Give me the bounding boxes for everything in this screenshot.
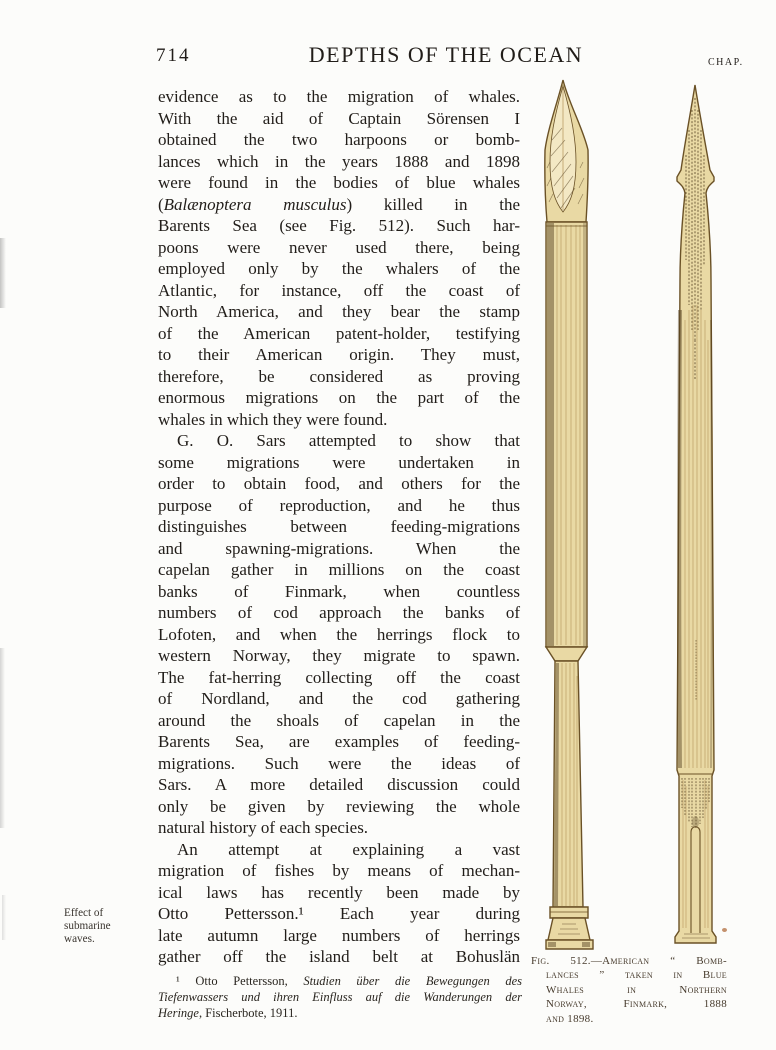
text-line: lances which in the years 1888 and 1898: [158, 151, 520, 171]
text-line: some migrations were undertaken in: [158, 452, 520, 472]
text-line: (Balænoptera musculus) killed in the: [158, 194, 521, 214]
text-line: numbers of cod approach the banks of: [158, 603, 520, 622]
bomb-lance-left-upper-shaft: [546, 222, 587, 647]
text-line: employed only by the whalers of the: [158, 259, 520, 278]
text-line: Fig. 512.—American “ Bomb-: [531, 955, 727, 967]
text-line: to their American origin. They must,: [158, 345, 520, 364]
text-line: of Nordland, and the cod gathering: [158, 689, 520, 708]
text-line: around the shoals of capelan in the: [158, 710, 520, 730]
text-line: gather off the island belt at Bohuslän: [158, 947, 520, 966]
text-line: Barents Sea, are examples of feeding-: [158, 732, 520, 751]
body-text-column: [158, 86, 520, 968]
scan-smudge: [0, 648, 5, 828]
scan-smudge: [2, 895, 6, 940]
bomb-lance-right-illustration: [672, 80, 720, 948]
text-line: and spawning-migrations. When the: [158, 538, 520, 558]
text-line: An attempt at explaining a vast: [177, 839, 520, 859]
text-line: Sars. A more detailed discussion could: [158, 775, 520, 794]
text-line: purpose of reproduction, and he thus: [158, 495, 520, 515]
text-line: were found in the bodies of blue whales: [158, 173, 520, 192]
paragraph-whale-harpoons: [158, 86, 520, 430]
text-line: With the aid of Captain Sörensen I: [158, 108, 520, 128]
text-line: natural history of each species.: [158, 818, 369, 837]
text-line: banks of Finmark, when countless: [158, 581, 520, 601]
text-line: Norway, Finmark, 1888: [546, 998, 727, 1011]
text-line: Heringe, Fischerbote, 1911.: [158, 1006, 298, 1020]
scan-speck: [722, 928, 727, 932]
text-line: ¹ Otto Pettersson, Studien über die Bewegungen des: [176, 974, 522, 988]
text-line: Whales in Northern: [546, 983, 727, 996]
bomb-lance-left-illustration: [542, 76, 598, 952]
text-line: late autumn large numbers of herrings: [158, 925, 520, 945]
bomb-lance-left-base: [546, 907, 593, 949]
footnote: [158, 973, 522, 1021]
text-line: migrations. Such were the ideas of: [158, 753, 520, 773]
chapter-label: CHAP.: [708, 57, 744, 68]
bomb-lance-left-blade: [545, 80, 588, 222]
text-line: Atlantic, for instance, off the coast of: [158, 280, 520, 300]
text-line: and 1898.: [546, 1012, 594, 1025]
text-line: capelan gather in millions on the coast: [158, 560, 520, 579]
text-line: western Norway, they migrate to spawn.: [158, 646, 520, 665]
text-line: North America, and they bear the stamp: [158, 302, 520, 321]
text-line: lances ” taken in Blue: [546, 969, 727, 982]
text-line: evidence as to the migration of whales.: [158, 87, 520, 106]
text-line: Lofoten, and when the herrings flock to: [158, 624, 520, 644]
text-line: Barents Sea (see Fig. 512). Such har-: [158, 216, 520, 235]
text-line: Tiefenwassers und ihren Einfluss auf die Wanderungen der: [158, 990, 522, 1004]
text-line: order to obtain food, and others for the: [158, 474, 520, 493]
margin-note: [64, 907, 156, 946]
text-line: therefore, be considered as proving: [158, 366, 520, 386]
bomb-lance-left-lower-shaft: [546, 647, 587, 907]
text-line: waves.: [64, 933, 95, 945]
text-line: The fat-herring collecting off the coast: [158, 667, 520, 687]
text-line: obtained the two harpoons or bomb-: [158, 130, 520, 149]
running-title: DEPTHS OF THE OCEAN: [308, 42, 584, 67]
text-line: submarine: [64, 920, 111, 932]
page-number: 714: [156, 45, 191, 66]
text-line: distinguishes between feeding-migrations: [158, 517, 520, 536]
text-line: poons were never used there, being: [158, 237, 520, 257]
scan-smudge: [0, 238, 6, 308]
text-line: migration of fishes by means of mechan-: [158, 861, 520, 880]
paragraph-pettersson: [158, 839, 520, 968]
figure-caption: [531, 954, 727, 1026]
text-line: Effect of: [64, 907, 104, 919]
text-line: whales in which they were found.: [158, 409, 388, 429]
paragraph-sars-migrations: [158, 430, 520, 839]
text-line: G. O. Sars attempted to show that: [177, 431, 520, 450]
text-line: of the American patent-holder, testifying: [158, 323, 520, 343]
text-line: enormous migrations on the part of the: [158, 388, 520, 407]
text-line: ical laws has recently been made by: [158, 882, 520, 902]
text-line: Otto Pettersson.¹ Each year during: [158, 904, 520, 923]
text-line: only be given by reviewing the whole: [158, 796, 520, 816]
